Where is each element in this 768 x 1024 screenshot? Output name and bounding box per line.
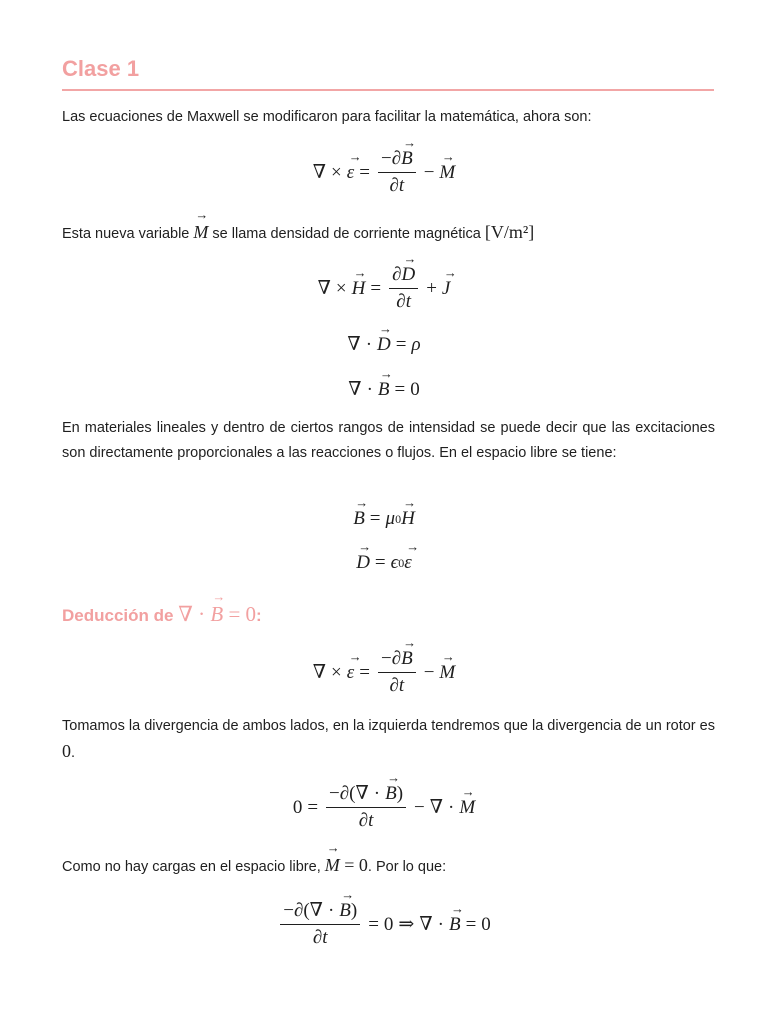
equation-d-eps-e: → D = ϵ 0 → ε [0, 552, 768, 574]
magnetic-current-paragraph: Esta nueva variable → M se llama densidad de corriente magnética [V/m²] [62, 220, 715, 247]
divergence-paragraph: Tomamos la divergencia de ambos lados, en la izquierda tendremos que la divergencia de un rotor es 0. [62, 718, 715, 761]
equation-b-mu-h: → B = μ 0 → H [0, 508, 768, 530]
equation-gauss-magnetic: ∇ · → B = 0 [0, 378, 768, 401]
equation-gauss-electric: ∇ · → D = ρ [0, 333, 768, 356]
equation-faraday-repeat: ∇ × → ε = $\frac{-\partial\to B}{\partial t}$ − → M [0, 648, 768, 697]
linear-materials-paragraph: En materiales lineales y dentro de ciertos rangos de intensidad se puede decir que las excitaciones son directamente proporcionales a las reacciones o flujos. En el espacio libre se tiene: [62, 420, 715, 461]
equation-ampere: ∇ × → H = $\frac{\partial\to D}{\partial t}$ + → J [0, 264, 768, 313]
no-charges-paragraph: Como no hay cargas en el espacio libre, → M = 0. Por lo que: [62, 853, 715, 880]
equation-conclusion: $\frac{-\partial(\nabla \cdot\to B)}{\partial t}$ = 0 ⇒ ∇ · → B = 0 [0, 900, 768, 949]
equation-faraday: ∇ × → ε = $\frac{-\partial\to B}{\partial t}$ − → M [0, 148, 768, 197]
heading-rule [62, 89, 714, 91]
equation-divergence: 0 = $\frac{-\partial(\nabla \cdot\to B)}{\partial t}$ − ∇ · → M [0, 783, 768, 832]
deduction-heading: Deducción de ∇ · → B = 0: [62, 602, 262, 627]
section-heading: Clase 1 [62, 56, 140, 81]
intro-paragraph: Las ecuaciones de Maxwell se modificaron para facilitar la matemática, ahora son: [62, 109, 592, 125]
